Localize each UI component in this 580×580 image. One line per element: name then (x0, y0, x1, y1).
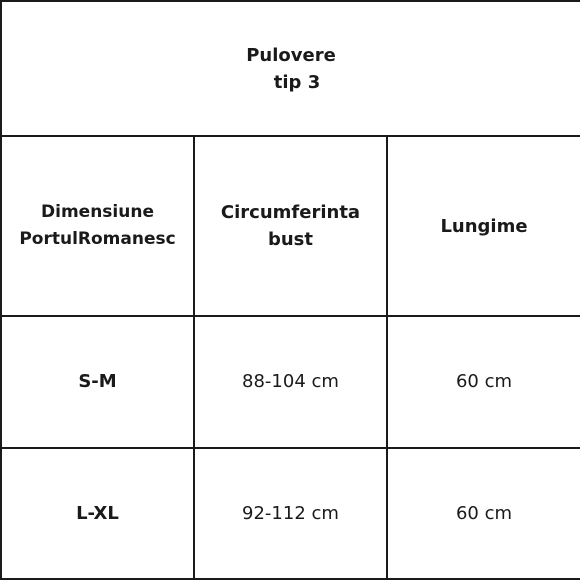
table-row (1, 316, 580, 447)
header-size-line-1: Dimensiune (41, 202, 154, 223)
header-size (1, 136, 194, 316)
header-bust-line-2: bust (267, 229, 314, 251)
cell-size: L-XL (1, 448, 194, 579)
header-bust (194, 136, 387, 316)
cell-length: 60 cm (387, 316, 580, 447)
header-bust-line-1: Circumferinta (220, 202, 361, 224)
table-row (1, 448, 580, 579)
cell-size: S-M (1, 316, 194, 447)
title-line-product: Pulovere (246, 44, 336, 66)
cell-bust: 92-112 cm (194, 448, 387, 579)
title-row (1, 1, 580, 136)
header-length: Lungime (387, 136, 580, 316)
cell-length: 60 cm (387, 448, 580, 579)
title-line-type: tip 3 (273, 71, 321, 93)
header-size-line-2: PortulRomanesc (19, 229, 176, 250)
table-title (1, 1, 580, 136)
cell-bust: 88-104 cm (194, 316, 387, 447)
header-row (1, 136, 580, 316)
